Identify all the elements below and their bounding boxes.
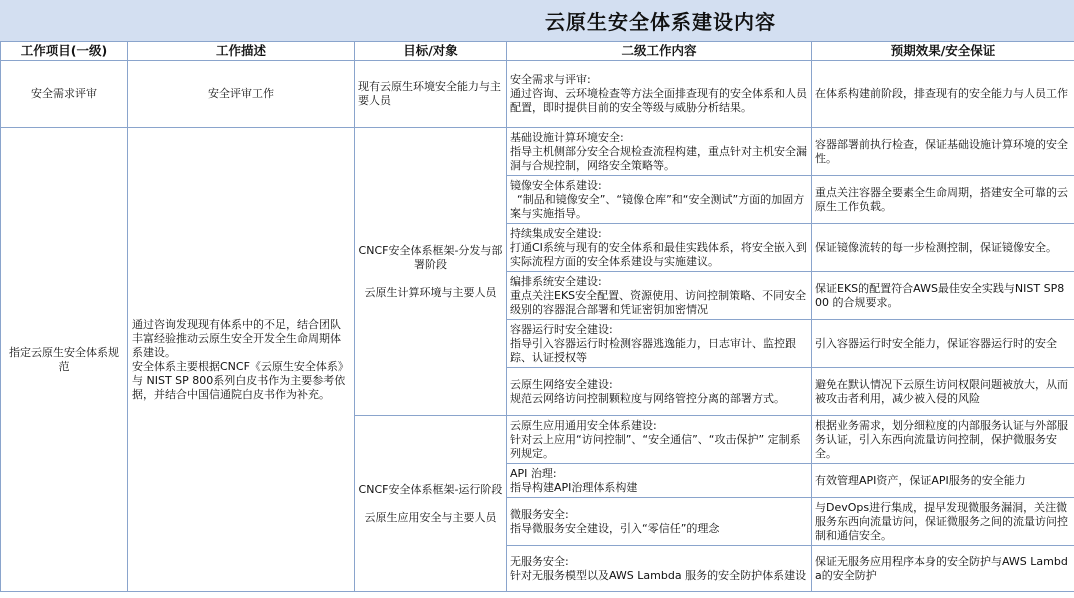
content-cell: 云原生应用通用安全体系建设: 针对云上应用“访问控制”、“安全通信”、“攻击保护” 定制系列规定。 — [507, 416, 812, 464]
page-title: 云原生安全体系建设内容 — [545, 10, 776, 34]
target-a-line1: CNCF安全体系框架-分发与部署阶段 — [358, 243, 503, 271]
header-desc: 工作描述 — [128, 42, 355, 61]
content-cell: 基础设施计算环境安全: 指导主机侧部分安全合规检查流程构建，重点针对主机安全漏洞与合规控制，网络安全策略等。 — [507, 128, 812, 176]
header-content: 二级工作内容 — [507, 42, 812, 61]
group-project-cell: 指定云原生安全体系规范 — [1, 128, 128, 592]
content-cell: 无服务安全: 针对无服务模型以及AWS Lambda 服务的安全防护体系建设 — [507, 546, 812, 592]
effect-cell: 与DevOps进行集成，提早发现微服务漏洞，关注微服务东西向流量访问，保证微服务之间的流量访问控制和通信安全。 — [812, 498, 1074, 546]
effect-cell: 保证EKS的配置符合AWS最佳安全实践与NIST SP800 的合规要求。 — [812, 272, 1074, 320]
table-row — [1, 61, 1074, 128]
desc-cell: 安全评审工作 — [128, 61, 355, 128]
effect-cell: 保证镜像流转的每一步检测控制，保证镜像安全。 — [812, 224, 1074, 272]
header-project: 工作项目(一级) — [1, 42, 128, 61]
group-target-a-cell — [355, 128, 507, 416]
target-a-line2: 云原生计算环境与主要人员 — [364, 285, 497, 299]
header-target: 目标/对象 — [355, 42, 507, 61]
content-cell: 安全需求与评审: 通过咨询、云环境检查等方法全面排查现有的安全体系和人员配置，即时提供目前的安全等级与威胁分析结果。 — [507, 61, 812, 128]
target-b-line2: 云原生应用安全与主要人员 — [364, 510, 497, 524]
group-target-b-cell — [355, 416, 507, 592]
content-table — [0, 41, 1074, 592]
table-row — [1, 128, 1074, 176]
content-cell: 镜像安全体系建设: “制品和镜像安全”、“镜像仓库”和“安全测试”方面的加固方案与实施指导。 — [507, 176, 812, 224]
target-cell: 现有云原生环境安全能力与主要人员 — [355, 61, 507, 128]
content-cell: 云原生网络安全建设: 规范云网络访问控制颗粒度与网络管控分离的部署方式。 — [507, 368, 812, 416]
header-row — [1, 42, 1074, 61]
effect-cell: 有效管理API资产，保证API服务的安全能力 — [812, 464, 1074, 498]
effect-cell: 在体系构建前阶段，排查现有的安全能力与人员工作 — [812, 61, 1074, 128]
effect-cell: 容器部署前执行检查，保证基础设施计算环境的安全性。 — [812, 128, 1074, 176]
effect-cell: 保证无服务应用程序本身的安全防护与AWS Lambda的安全防护 — [812, 546, 1074, 592]
content-cell: API 治理: 指导构建API治理体系构建 — [507, 464, 812, 498]
effect-cell: 根据业务需求，划分细粒度的内部服务认证与外部服务认证，引入东西向流量访问控制，保护微服务安全。 — [812, 416, 1074, 464]
header-effect: 预期效果/安全保证 — [812, 42, 1074, 61]
project-cell: 安全需求评审 — [1, 61, 128, 128]
effect-cell: 引入容器运行时安全能力，保证容器运行时的安全 — [812, 320, 1074, 368]
content-cell: 持续集成安全建设: 打通CI系统与现有的安全体系和最佳实践体系，将安全嵌入到实际流程方面的安全体系建设与实施建议。 — [507, 224, 812, 272]
content-cell: 容器运行时安全建设: 指导引入容器运行时检测容器逃逸能力，日志审计、监控跟踪、认证授权等 — [507, 320, 812, 368]
group-desc-cell: 通过咨询发现现有体系中的不足，结合团队丰富经验推动云原生安全开发全生命周期体系建设。 安全体系主要根据CNCF《云原生安全体系》与 NIST SP 800系列白皮书作为主要参考依据，并结合中国信通院白皮书作为补充。 — [128, 128, 355, 592]
content-cell: 编排系统安全建设: 重点关注EKS安全配置、资源使用、访问控制策略、不同安全级别的容器混合部署和凭证密钥加密情况 — [507, 272, 812, 320]
effect-cell: 避免在默认情况下云原生访问权限问题被放大，从而被攻击者利用，减少被入侵的风险 — [812, 368, 1074, 416]
target-b-line1: CNCF安全体系框架-运行阶段 — [358, 482, 503, 496]
title-bar — [0, 0, 1074, 42]
content-cell: 微服务安全: 指导微服务安全建设，引入“零信任”的理念 — [507, 498, 812, 546]
effect-cell: 重点关注容器全要素全生命周期，搭建安全可靠的云原生工作负载。 — [812, 176, 1074, 224]
